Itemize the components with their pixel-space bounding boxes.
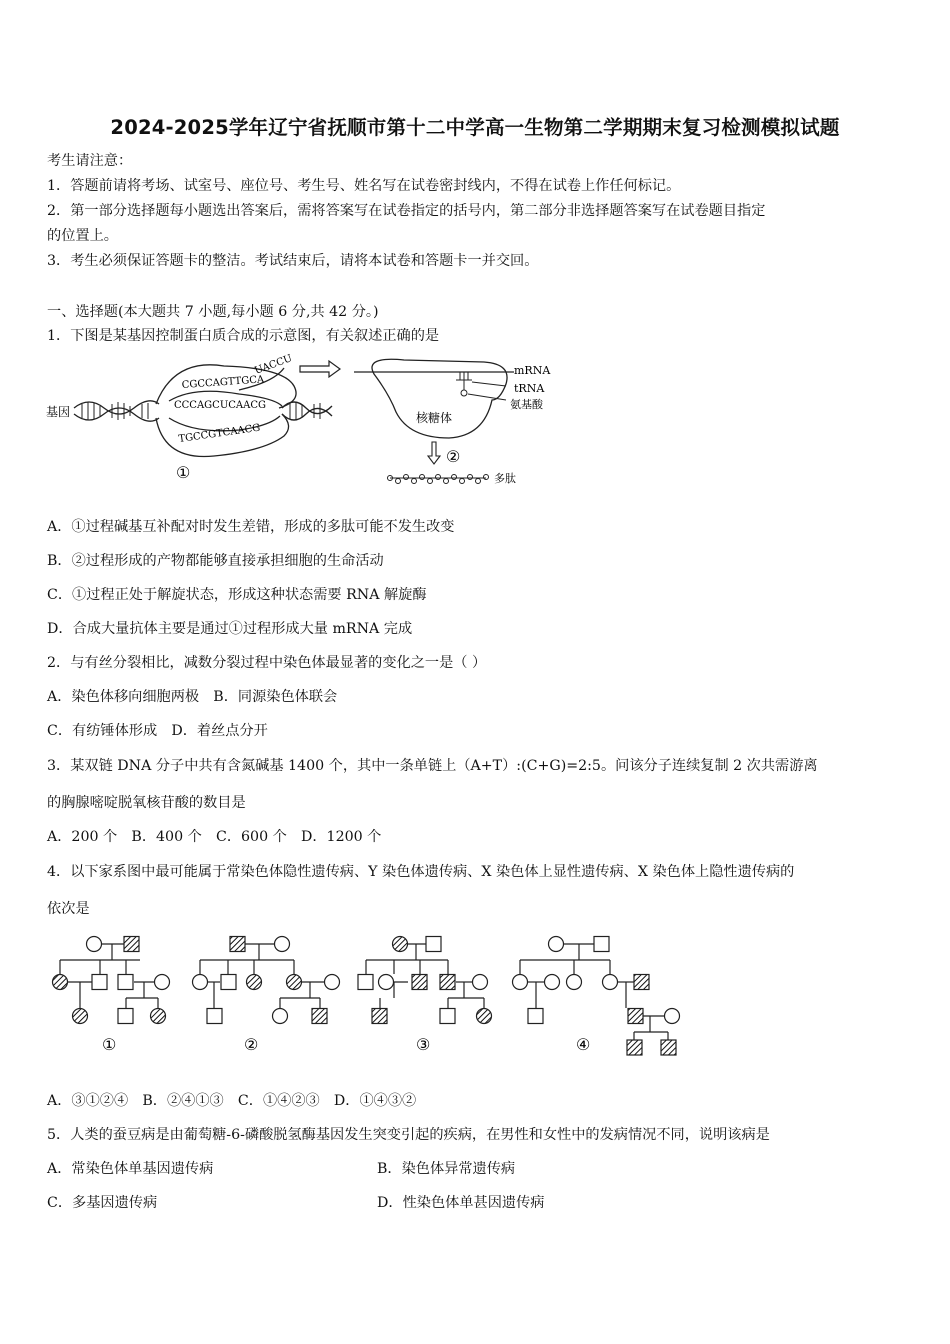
trna-label: tRNA [514, 382, 545, 395]
question-4-options: A．③①②④ B．②④①③ C．①④②③ D．①④③② [47, 1093, 417, 1109]
question-2-options-row2: C．有纺锤体形成 D．着丝点分开 [47, 723, 268, 739]
ribosome-label: 核糖体 [416, 411, 453, 425]
seq-mid: CCCAGCUCAACG [174, 400, 266, 411]
question-5-stem: 5．人类的蚕豆病是由葡萄糖-6-磷酸脱氢酶基因发生突变引起的疾病，在男性和女性中的发病情况不同，说明该病是 [47, 1127, 770, 1143]
question-1-option-c: C．①过程正处于解旋状态，形成这种状态需要 RNA 解旋酶 [47, 587, 427, 603]
pedigree-1 [53, 937, 170, 1024]
notice-item-3: 3．考生必须保证答题卡的整洁。考试结束后，请将本试卷和答题卡一并交回。 [47, 253, 539, 269]
section-heading: 一、选择题(本大题共 7 小题,每小题 6 分,共 42 分。) [47, 304, 379, 320]
question-2-options-row1: A．染色体移向细胞两极 B．同源染色体联会 [47, 689, 338, 705]
gene-expression-figure [44, 353, 551, 496]
question-5-option-c: C．多基因遗传病 [47, 1195, 158, 1211]
pedigree-3 [358, 937, 492, 1024]
question-5-option-b: B．染色体异常遗传病 [377, 1161, 516, 1177]
mrna-label: mRNA [514, 364, 551, 377]
question-1-option-a: A．①过程碱基互补配对时发生差错，形成的多肽可能不发生改变 [47, 519, 455, 535]
amino-acid-label: 氨基酸 [510, 398, 543, 411]
question-2-stem: 2．与有丝分裂相比，减数分裂过程中染色体最显著的变化之一是（ ） [47, 655, 487, 671]
notice-item-2: 2．第一部分选择题每小题选出答案后，需将答案写在试卷指定的括号内，第二部分非选择题答案写在试卷题目指定 [47, 203, 766, 219]
seq-bottom: TGCCGTCAACG [177, 422, 261, 445]
pedigree-label-3: ③ [416, 1035, 431, 1054]
mark-2: ② [446, 447, 461, 466]
question-4-stem-2: 依次是 [47, 901, 90, 917]
pedigree-figure [44, 932, 694, 1062]
page-title: 2024-2025学年辽宁省抚顺市第十二中学高一生物第二学期期末复习检测模拟试题 [110, 116, 840, 139]
question-1-option-d: D．合成大量抗体主要是通过①过程形成大量 mRNA 完成 [47, 621, 413, 637]
question-3-stem-2: 的胸腺嘧啶脱氧核苷酸的数目是 [47, 795, 246, 811]
ribosome-shape [372, 359, 507, 438]
pedigree-4 [513, 937, 680, 1056]
pedigree-label-1: ① [102, 1035, 117, 1054]
gene-label: 基因 [46, 405, 71, 419]
process-arrow [300, 361, 340, 377]
question-4-stem-1: 4．以下家系图中最可能属于常染色体隐性遗传病、Y 染色体遗传病、X 染色体上显性遗传病、X 染色体上隐性遗传病的 [47, 864, 795, 880]
question-1-option-b: B．②过程形成的产物都能够直接承担细胞的生命活动 [47, 553, 384, 569]
notice-heading: 考生请注意： [47, 153, 133, 169]
peptide-label: 多肽 [494, 472, 516, 485]
question-1-stem: 1．下图是某基因控制蛋白质合成的示意图，有关叙述正确的是 [47, 328, 440, 344]
pedigree-label-4: ④ [576, 1035, 591, 1054]
question-3-options: A．200 个 B．400 个 C．600 个 D．1200 个 [47, 829, 382, 845]
question-3-stem-1: 3．某双链 DNA 分子中共有含氮碱基 1400 个，其中一条单链上（A+T）:(C+G)=2:5。问该分子连续复制 2 次共需游离 [47, 758, 818, 774]
down-arrow [428, 442, 440, 464]
mark-1: ① [176, 463, 191, 482]
notice-item-2-cont: 的位置上。 [47, 228, 118, 244]
polypeptide-chain [388, 475, 489, 484]
notice-item-1: 1．答题前请将考场、试室号、座位号、考生号、姓名写在试卷密封线内，不得在试卷上作任何标记。 [47, 178, 681, 194]
pedigree-2 [193, 937, 340, 1024]
seq-tail: UACCU [253, 353, 294, 377]
pedigree-label-2: ② [244, 1035, 259, 1054]
question-5-option-a: A．常染色体单基因遗传病 [47, 1161, 214, 1177]
question-5-option-d: D．性染色体单甚因遗传病 [377, 1195, 545, 1211]
seq-top: CGCCAGTTGCA [181, 374, 265, 391]
